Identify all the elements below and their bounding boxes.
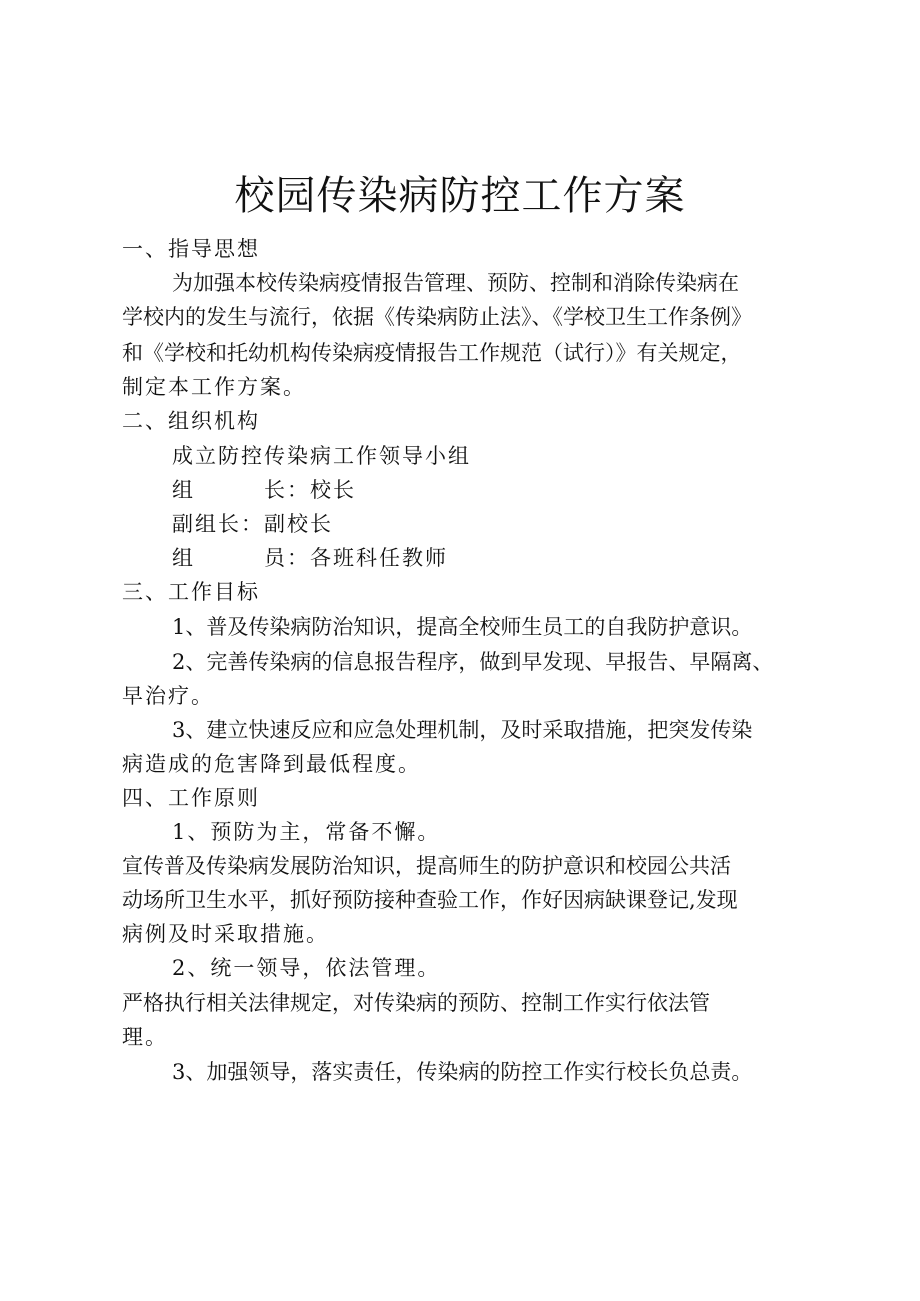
section-heading-organization: 二、组织机构: [122, 409, 260, 433]
principle-line: 病例及时采取措施。: [122, 922, 329, 946]
goal-line: 1、普及传染病防治知识，提高全校师生员工的自我防护意识。: [172, 615, 753, 639]
section-heading-work-goals: 三、工作目标: [122, 580, 260, 604]
principle-line: 3、加强领导，落实责任，传染病的防控工作实行校长负总责。: [172, 1060, 753, 1084]
principle-line: 理。: [122, 1025, 168, 1049]
role-label-member-a: 组: [172, 546, 195, 570]
deputy-leader-row: 副组长：副校长: [172, 512, 333, 536]
principle-line: 1、预防为主，常备不懈。: [172, 820, 441, 844]
principle-line: 严格执行相关法律规定，对传染病的预防、控制工作实行依法管: [122, 991, 710, 1015]
paragraph-line: 制定本工作方案。: [122, 375, 306, 399]
group-name: 成立防控传染病工作领导小组: [172, 444, 471, 468]
goal-line: 早治疗。: [122, 684, 214, 708]
document-title: 校园传染病防控工作方案: [234, 173, 686, 219]
role-label-leader-a: 组: [172, 478, 195, 502]
role-label-member-b: 员：各班科任教师: [264, 546, 448, 570]
section-heading-work-principles: 四、工作原则: [122, 786, 260, 810]
section-heading-guiding-ideology: 一、指导思想: [122, 237, 260, 261]
goal-line: 3、建立快速反应和应急处理机制，及时采取措施，把突发传染: [172, 718, 753, 742]
goal-line: 病造成的危害降到最低程度。: [122, 752, 421, 776]
group-member-row: [172, 543, 448, 573]
paragraph-line: 和《学校和托幼机构传染病疫情报告工作规范（试行）》有关规定，: [122, 341, 742, 365]
principle-line: 宣传普及传染病发展防治知识，提高师生的防护意识和校园公共活: [122, 854, 731, 878]
paragraph-line: 学校内的发生与流行，依据《传染病防止法》、《学校卫生工作条例》: [122, 305, 752, 329]
role-label-leader-b: 长：校长: [264, 478, 356, 502]
group-leader-row: [172, 475, 356, 505]
goal-line: 2、完善传染病的信息报告程序，做到早发现、早报告、早隔离、: [172, 650, 774, 674]
principle-line: 动场所卫生水平，抓好预防接种查验工作，作好因病缺课登记,发现: [122, 888, 738, 912]
principle-line: 2、统一领导，依法管理。: [172, 956, 441, 980]
paragraph-line: 为加强本校传染病疫情报告管理、预防、控制和消除传染病在: [172, 271, 739, 295]
